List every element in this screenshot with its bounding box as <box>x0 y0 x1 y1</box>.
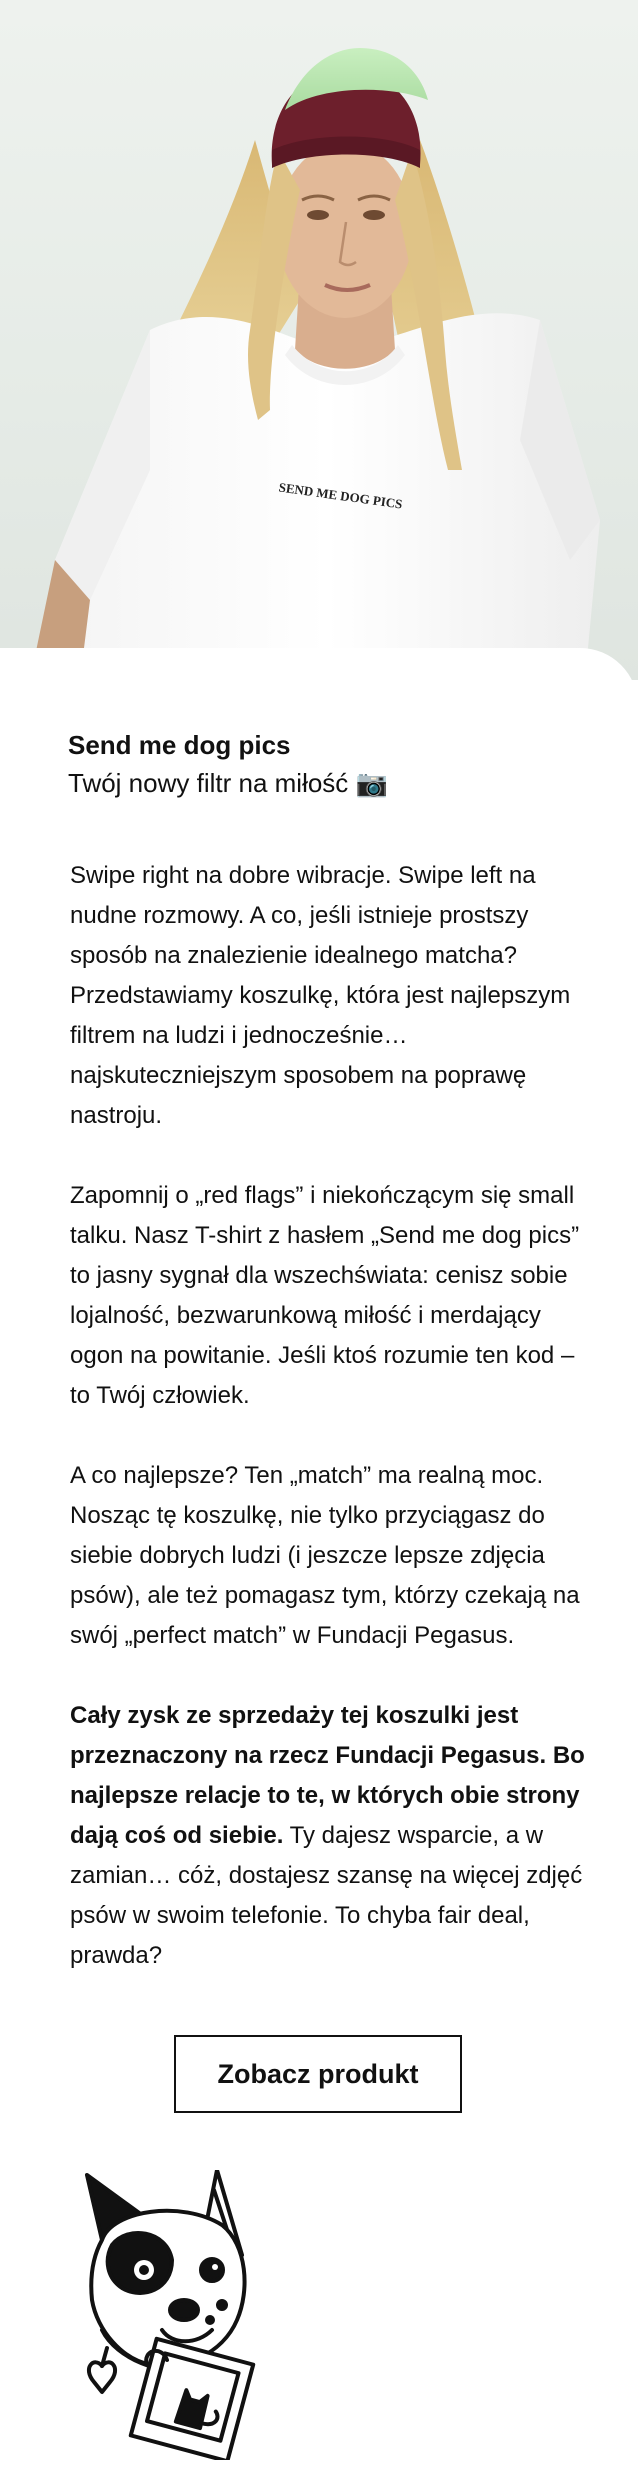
description-paragraph-4-bold: Cały zysk ze sprzedaży tej koszulki jest przeznaczony na rzecz Fundacji Pegasus. Bo najlepsze relacje to te, w których obie strony dają coś od siebie. <box>70 1702 585 1849</box>
product-subtitle: Twój nowy filtr na miłość 📷 <box>68 768 388 798</box>
product-title: Send me dog pics <box>68 730 291 760</box>
hero-product-photo <box>0 0 638 680</box>
description-paragraph-3: A co najlepsze? Ten „match” ma realną moc. Nosząc tę koszulkę, nie tylko przyciągasz do siebie dobrych ludzi (i jeszcze lepsze zdjęcia psów), ale też pomagasz tym, którzy czekają na swój „perfect match” w Fundacji Pegasus. <box>70 1462 580 1649</box>
shirt-print-text: SEND ME DOG PICS <box>277 479 404 512</box>
description-paragraph-2: Zapomnij o „red flags” i niekończącym się small talku. Nasz T-shirt z hasłem „Send me dog pics” to jasny sygnał dla wszechświata: cenisz sobie lojalność, bezwarunkową miłość i merdający ogon na powitanie. Jeśli ktoś rozumie ten kod – to Twój człowiek. <box>70 1182 580 1409</box>
description-paragraph-4 <box>70 1696 590 1976</box>
product-description <box>70 856 590 1976</box>
dog-with-photo-icon <box>72 2170 272 2460</box>
view-product-button[interactable]: Zobacz produkt <box>174 2035 462 2113</box>
description-paragraph-4-rest: Ty dajesz wsparcie, a w zamian… cóż, dostajesz szansę na więcej zdjęć psów w swoim telefonie. To chyba fair deal, prawda? <box>70 1822 583 1969</box>
description-paragraph-1: Swipe right na dobre wibracje. Swipe left na nudne rozmowy. A co, jeśli istnieje prostszy sposób na znalezienie idealnego matcha? Przedstawiamy koszulkę, która jest najlepszym filtrem na ludzi i jednocześnie… najskuteczniejszym sposobem na poprawę nastroju. <box>70 862 571 1129</box>
